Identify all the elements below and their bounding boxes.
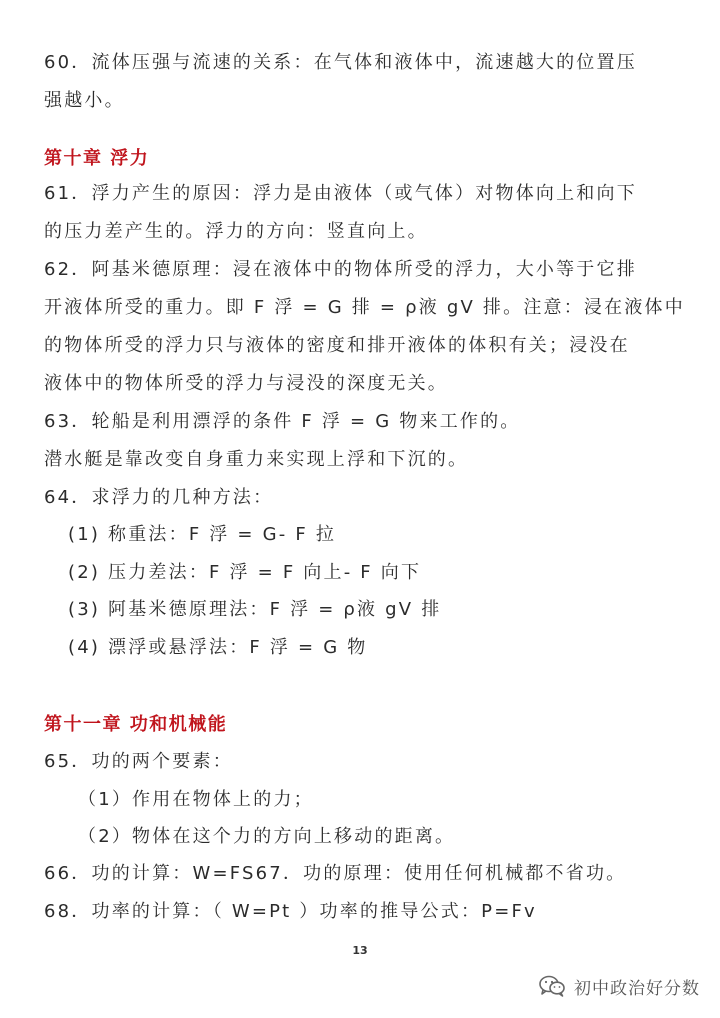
list-item: (3) 阿基米德原理法：F 浮 = ρ液 gV 排	[68, 599, 442, 620]
text-line: 66．功的计算：W=FS67．功的原理：使用任何机械都不省功。	[44, 863, 627, 884]
text-line: 62．阿基米德原理：浸在液体中的物体所受的浮力，大小等于它排	[44, 259, 637, 280]
text-line: 液体中的物体所受的浮力与浸没的深度无关。	[44, 373, 448, 394]
text-line: 61．浮力产生的原因：浮力是由液体（或气体）对物体向上和向下	[44, 183, 637, 204]
text-line: 开液体所受的重力。即 F 浮 = G 排 = ρ液 gV 排。注意：浸在液体中	[44, 297, 685, 318]
watermark	[538, 972, 700, 1000]
list-item: （1）作用在物体上的力；	[78, 789, 314, 810]
text-line: 的物体所受的浮力只与液体的密度和排开液体的体积有关；浸没在	[44, 335, 630, 356]
text-line: 潜水艇是靠改变自身重力来实现上浮和下沉的。	[44, 449, 469, 470]
text-line: 65．功的两个要素：	[44, 751, 233, 772]
text-line: 强越小。	[44, 90, 125, 111]
list-item: (2) 压力差法：F 浮 = F 向上- F 向下	[68, 562, 422, 583]
watermark-text: 初中政治好分数	[574, 978, 700, 999]
text-line: 63．轮船是利用漂浮的条件 F 浮 = G 物来工作的。	[44, 411, 521, 432]
text-line: 68．功率的计算：（ W=Pt ）功率的推导公式：P=Fv	[44, 901, 537, 922]
list-item: (1) 称重法：F 浮 = G- F 拉	[68, 524, 337, 545]
text-line: 的压力差产生的。浮力的方向：竖直向上。	[44, 221, 428, 242]
list-item: （2）物体在这个力的方向上移动的距离。	[78, 826, 456, 847]
text-line: 64．求浮力的几种方法：	[44, 487, 274, 508]
list-item: (4) 漂浮或悬浮法：F 浮 = G 物	[68, 637, 368, 658]
wechat-icon	[538, 974, 566, 998]
text-line: 60．流体压强与流速的关系：在气体和液体中，流速越大的位置压	[44, 52, 637, 73]
chapter-heading: 第十一章 功和机械能	[44, 714, 228, 735]
page-number: 13	[352, 944, 368, 957]
chapter-heading: 第十章 浮力	[44, 148, 150, 169]
